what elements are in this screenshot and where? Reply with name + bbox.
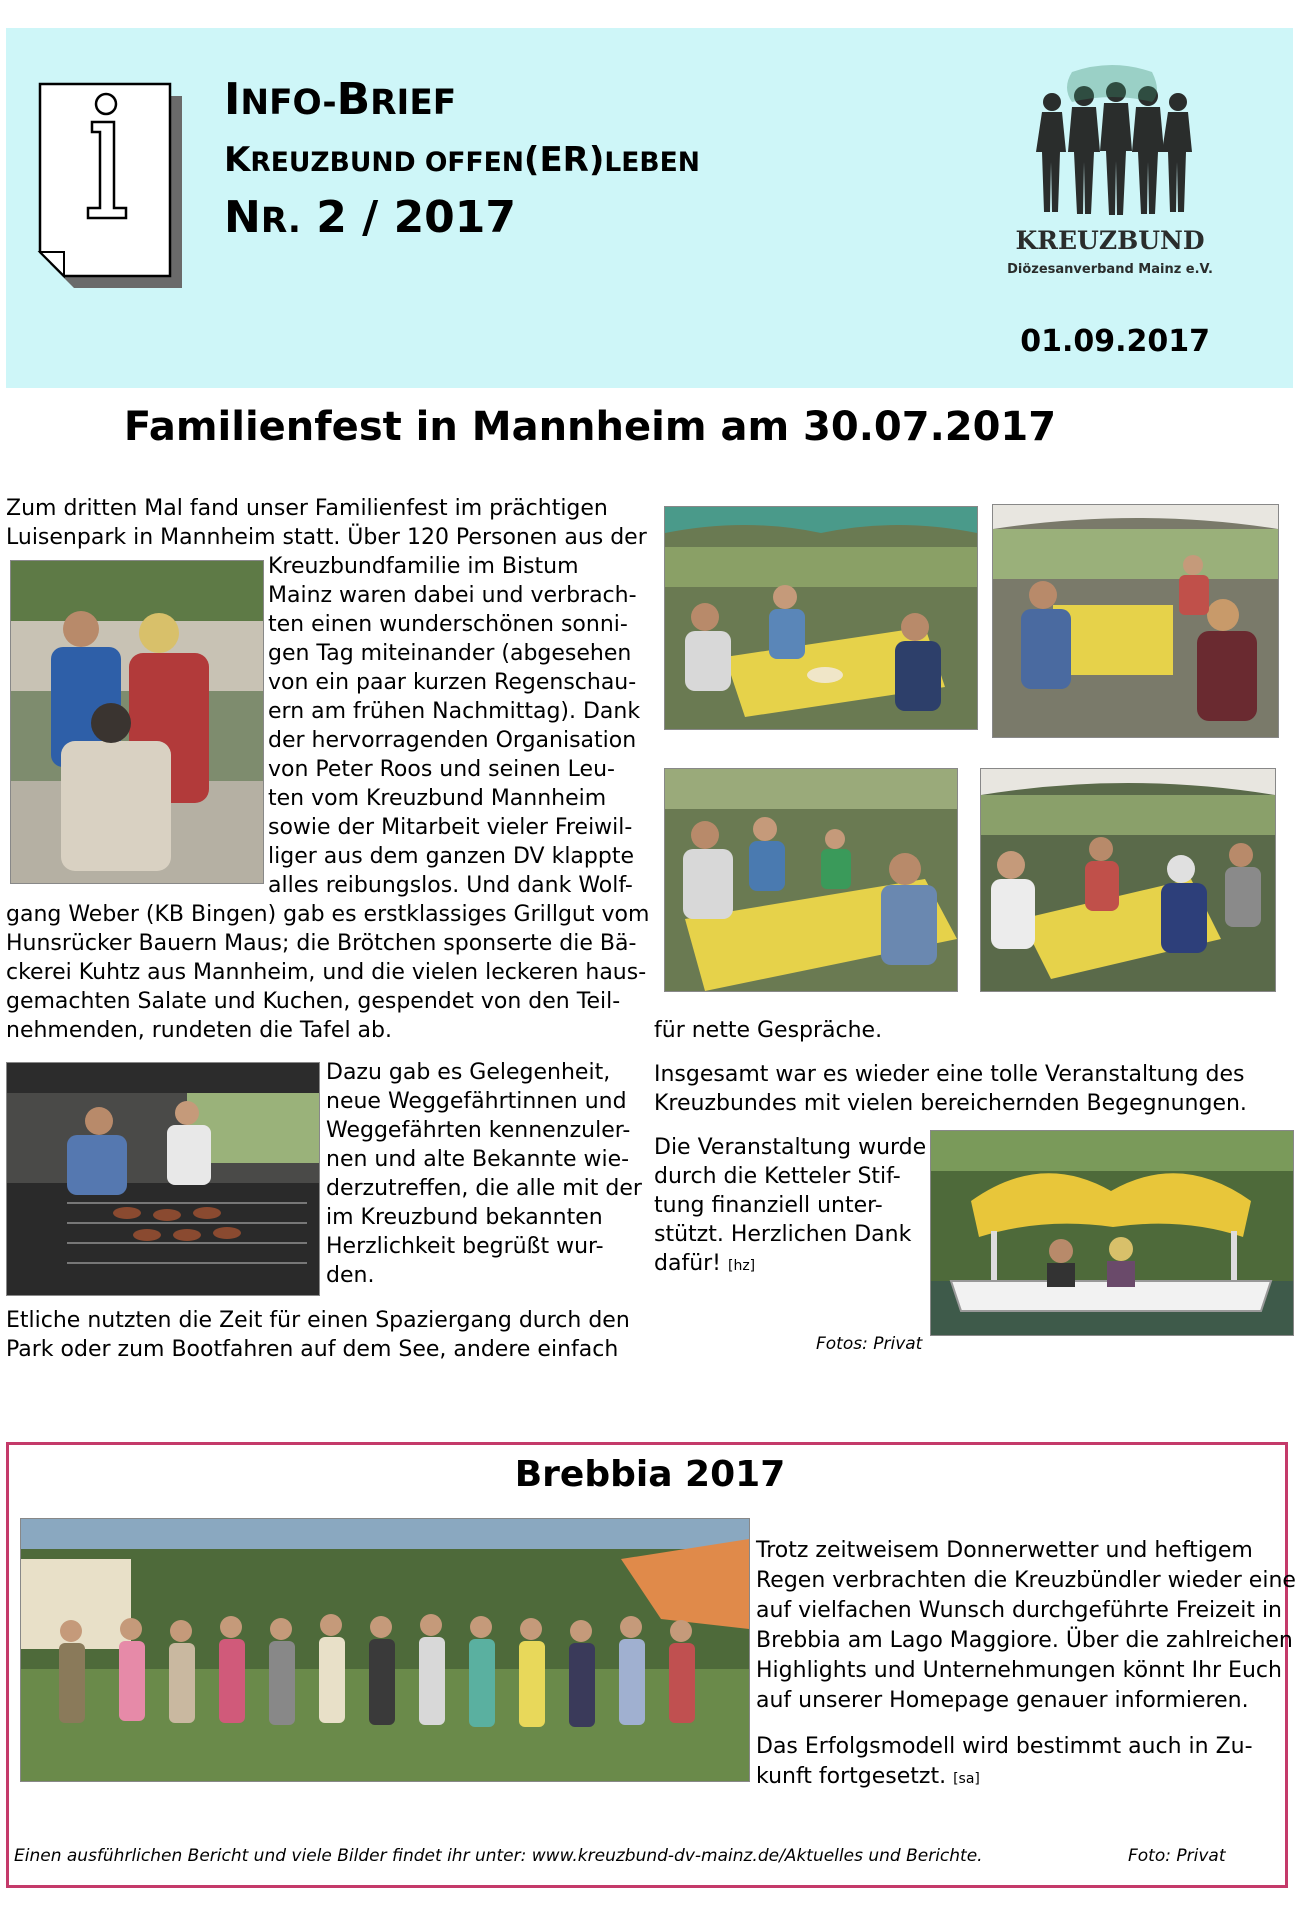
title-info-brief: INFO-BRIEF <box>224 74 457 125</box>
text-line: gen Tag miteinander (abgesehen <box>268 641 632 666</box>
author-tag: [hz] <box>728 1258 756 1274</box>
photo-tables-4 <box>980 768 1276 992</box>
author-tag: [sa] <box>953 1771 980 1787</box>
text-line: ern am frühen Nachmittag). Dank <box>268 699 641 724</box>
text-line: sowie der Mitarbeit vieler Freiwil- <box>268 815 633 840</box>
info-document-icon <box>34 78 184 288</box>
text-line: Mainz waren dabei und verbrach- <box>268 583 637 608</box>
text-line: Kreuzbundes mit vielen bereichernden Begegnungen. <box>654 1091 1247 1116</box>
title-kreuzbund-offen-leben: KREUZBUND OFFEN(ER)LEBEN <box>224 140 700 180</box>
photo-tables-3 <box>664 768 958 992</box>
text-line: Regen verbrachten die Kreuzbündler wieder eine <box>756 1568 1296 1593</box>
text-line: Herzlichkeit begrüßt wur- <box>326 1234 604 1259</box>
text-line: Kreuzbundfamilie im Bistum <box>268 554 579 579</box>
footer-photo-credit: Foto: Privat <box>1128 1846 1226 1866</box>
text-line: ten vom Kreuzbund Mannheim <box>268 786 607 811</box>
text-line: Insgesamt war es wieder eine tolle Veranstaltung des <box>654 1062 1245 1087</box>
text-line: von ein paar kurzen Regenschau- <box>268 670 637 695</box>
issue-date: 01.09.2017 <box>1020 324 1210 359</box>
text-line: durch die Ketteler Stif- <box>654 1164 901 1189</box>
article2-heading: Brebbia 2017 <box>514 1454 786 1495</box>
photo-caption: Fotos: Privat <box>816 1334 923 1354</box>
text-line: gemachten Salate und Kuchen, gespendet von den Teil- <box>6 989 621 1014</box>
title-issue-number: NR. 2 / 2017 <box>224 192 517 243</box>
text-line: ckerei Kuhtz aus Mannheim, und die vielen leckeren haus- <box>6 960 647 985</box>
text-line: Die Veranstaltung wurde <box>654 1135 927 1160</box>
text-line: gang Weber (KB Bingen) gab es erstklassiges Grillgut vom <box>6 902 650 927</box>
text-line: tung finanziell unter- <box>654 1193 883 1218</box>
photo-grill <box>6 1062 320 1296</box>
text-line: Park oder zum Bootfahren auf dem See, andere einfach <box>6 1337 619 1362</box>
text-line: Trotz zeitweisem Donnerwetter und heftigem <box>756 1538 1253 1563</box>
text-line: auf vielfachen Wunsch durchgeführte Freizeit in <box>756 1598 1283 1623</box>
text-line: Luisenpark in Mannheim statt. Über 120 Personen aus der <box>6 525 647 550</box>
text-line: der hervorragenden Organisation <box>268 728 637 753</box>
text-line: nehmenden, rundeten die Tafel ab. <box>6 1018 392 1043</box>
text-line: Highlights und Unternehmungen könnt Ihr Euch <box>756 1658 1282 1683</box>
text-line: auf unserer Homepage genauer informieren. <box>756 1688 1249 1713</box>
text-line: im Kreuzbund bekannten <box>326 1205 603 1230</box>
article-heading: Familienfest in Mannheim am 30.07.2017 <box>123 404 1057 450</box>
text-line: dafür! [hz] <box>654 1251 756 1276</box>
footer-link-text[interactable]: Einen ausführlichen Bericht und viele Bilder findet ihr unter: www.kreuzbund-dv-mainz.de/Aktuelles und Berichte. <box>14 1846 983 1866</box>
text-line: ten einen wunderschönen sonni- <box>268 612 628 637</box>
logo-subtitle: Diözesanverband Mainz e.V. <box>1007 262 1213 277</box>
text-line: Das Erfolgsmodell wird bestimmt auch in Zu- <box>756 1734 1253 1759</box>
text-line: Etliche nutzten die Zeit für einen Spaziergang durch den <box>6 1308 630 1333</box>
text-line: derzutreffen, die alle mit der <box>326 1176 642 1201</box>
photo-tables-2 <box>992 504 1279 738</box>
photo-tables-1 <box>664 506 978 730</box>
text-line: Weggefährten kennenzuler- <box>326 1118 631 1143</box>
text-line: kunft fortgesetzt. [sa] <box>756 1764 980 1789</box>
kreuzbund-logo <box>1012 62 1212 292</box>
text-line: für nette Gespräche. <box>654 1018 883 1043</box>
text-line: von Peter Roos und seinen Leu- <box>268 757 615 782</box>
logo-name: KREUZBUND <box>1015 226 1205 255</box>
text-line: alles reibungslos. Und dank Wolf- <box>268 873 633 898</box>
text-line: neue Weggefährtinnen und <box>326 1089 627 1114</box>
text-line: stützt. Herzlichen Dank <box>654 1222 912 1247</box>
text-line: nen und alte Bekannte wie- <box>326 1147 630 1172</box>
text-line: Brebbia am Lago Maggiore. Über die zahlreichen <box>756 1628 1293 1653</box>
photo-guests-greeting <box>10 560 264 884</box>
text-line: liger aus dem ganzen DV klappte <box>268 844 634 869</box>
photo-group-brebbia <box>20 1518 750 1782</box>
text-line: Zum dritten Mal fand unser Familienfest im prächtigen <box>6 496 608 521</box>
text-line: Dazu gab es Gelegenheit, <box>326 1060 611 1085</box>
text-line: den. <box>326 1263 375 1288</box>
photo-pedal-boat <box>930 1130 1294 1336</box>
text-line: Hunsrücker Bauern Maus; die Brötchen sponserte die Bä- <box>6 931 637 956</box>
